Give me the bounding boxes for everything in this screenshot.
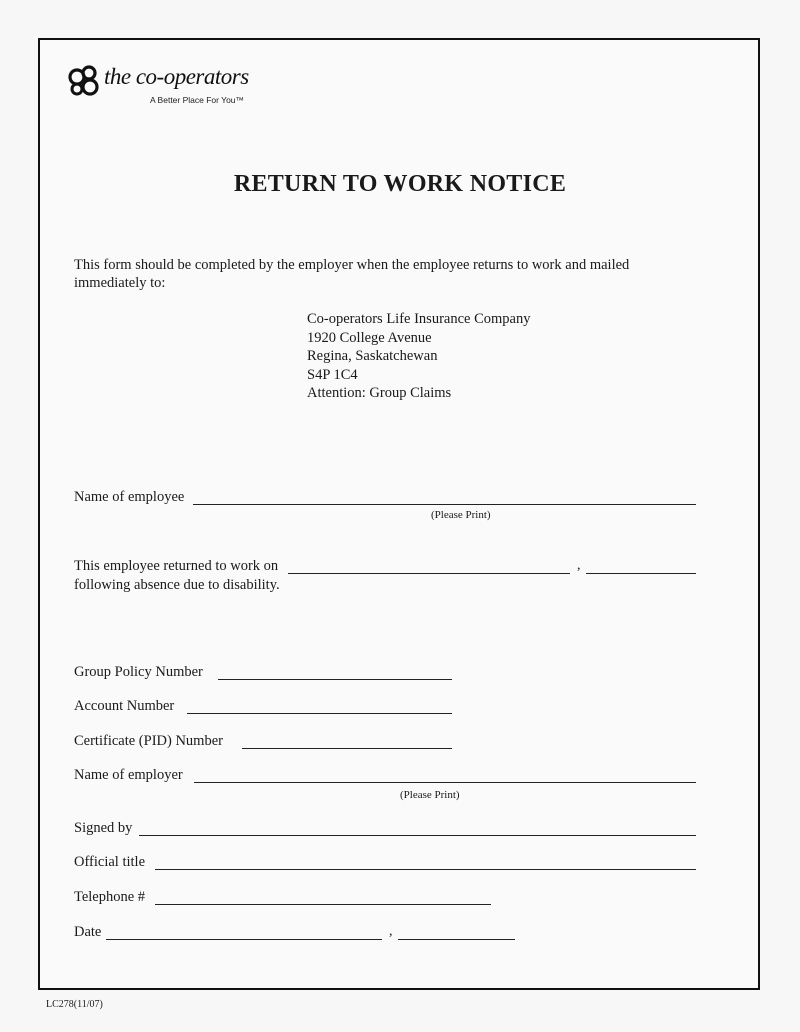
- account-number-label: Account Number: [74, 698, 175, 714]
- return-date-field[interactable]: [288, 573, 570, 574]
- cooperators-logo-icon: [66, 64, 102, 98]
- page-title: RETURN TO WORK NOTICE: [233, 171, 567, 197]
- account-number-field[interactable]: [187, 713, 452, 714]
- employer-name-field[interactable]: [194, 782, 696, 783]
- return-date-separator: ,: [577, 558, 581, 573]
- certificate-field[interactable]: [242, 748, 452, 749]
- address-company: Co-operators Life Insurance Company: [307, 311, 531, 327]
- return-year-field[interactable]: [586, 573, 696, 574]
- returned-label: This employee returned to work on: [74, 558, 279, 574]
- date-year-field[interactable]: [398, 939, 515, 940]
- address-city: Regina, Saskatchewan: [307, 348, 438, 364]
- employee-name-field[interactable]: [193, 504, 696, 505]
- date-label: Date: [74, 924, 102, 940]
- telephone-label: Telephone #: [74, 889, 146, 905]
- group-policy-field[interactable]: [218, 679, 452, 680]
- signed-by-field[interactable]: [139, 835, 696, 836]
- date-field[interactable]: [106, 939, 382, 940]
- employer-name-hint: (Please Print): [400, 789, 460, 801]
- form-code: LC278(11/07): [46, 999, 103, 1010]
- telephone-field[interactable]: [155, 904, 491, 905]
- logo-tagline: A Better Place For You™: [150, 95, 245, 105]
- signed-by-label: Signed by: [74, 820, 133, 836]
- intro-line-1: This form should be completed by the employer when the employee returns to work and mailed: [74, 257, 630, 273]
- address-postal: S4P 1C4: [307, 366, 358, 383]
- official-title-label: Official title: [74, 854, 145, 870]
- logo-name: the co-operators: [104, 64, 249, 89]
- group-policy-label: Group Policy Number: [74, 664, 203, 680]
- certificate-label: Certificate (PID) Number: [74, 733, 223, 749]
- address-street: 1920 College Avenue: [307, 329, 432, 346]
- employee-name-label: Name of employee: [74, 489, 185, 505]
- intro-line-2: immediately to:: [74, 275, 166, 291]
- address-attention: Attention: Group Claims: [307, 385, 452, 401]
- employee-name-hint: (Please Print): [431, 509, 491, 521]
- employer-name-label: Name of employer: [74, 767, 183, 783]
- date-separator: ,: [389, 924, 393, 939]
- absence-text: following absence due to disability.: [74, 577, 280, 593]
- company-logo: [66, 62, 266, 112]
- official-title-field[interactable]: [155, 869, 696, 870]
- mailing-address: [307, 310, 530, 403]
